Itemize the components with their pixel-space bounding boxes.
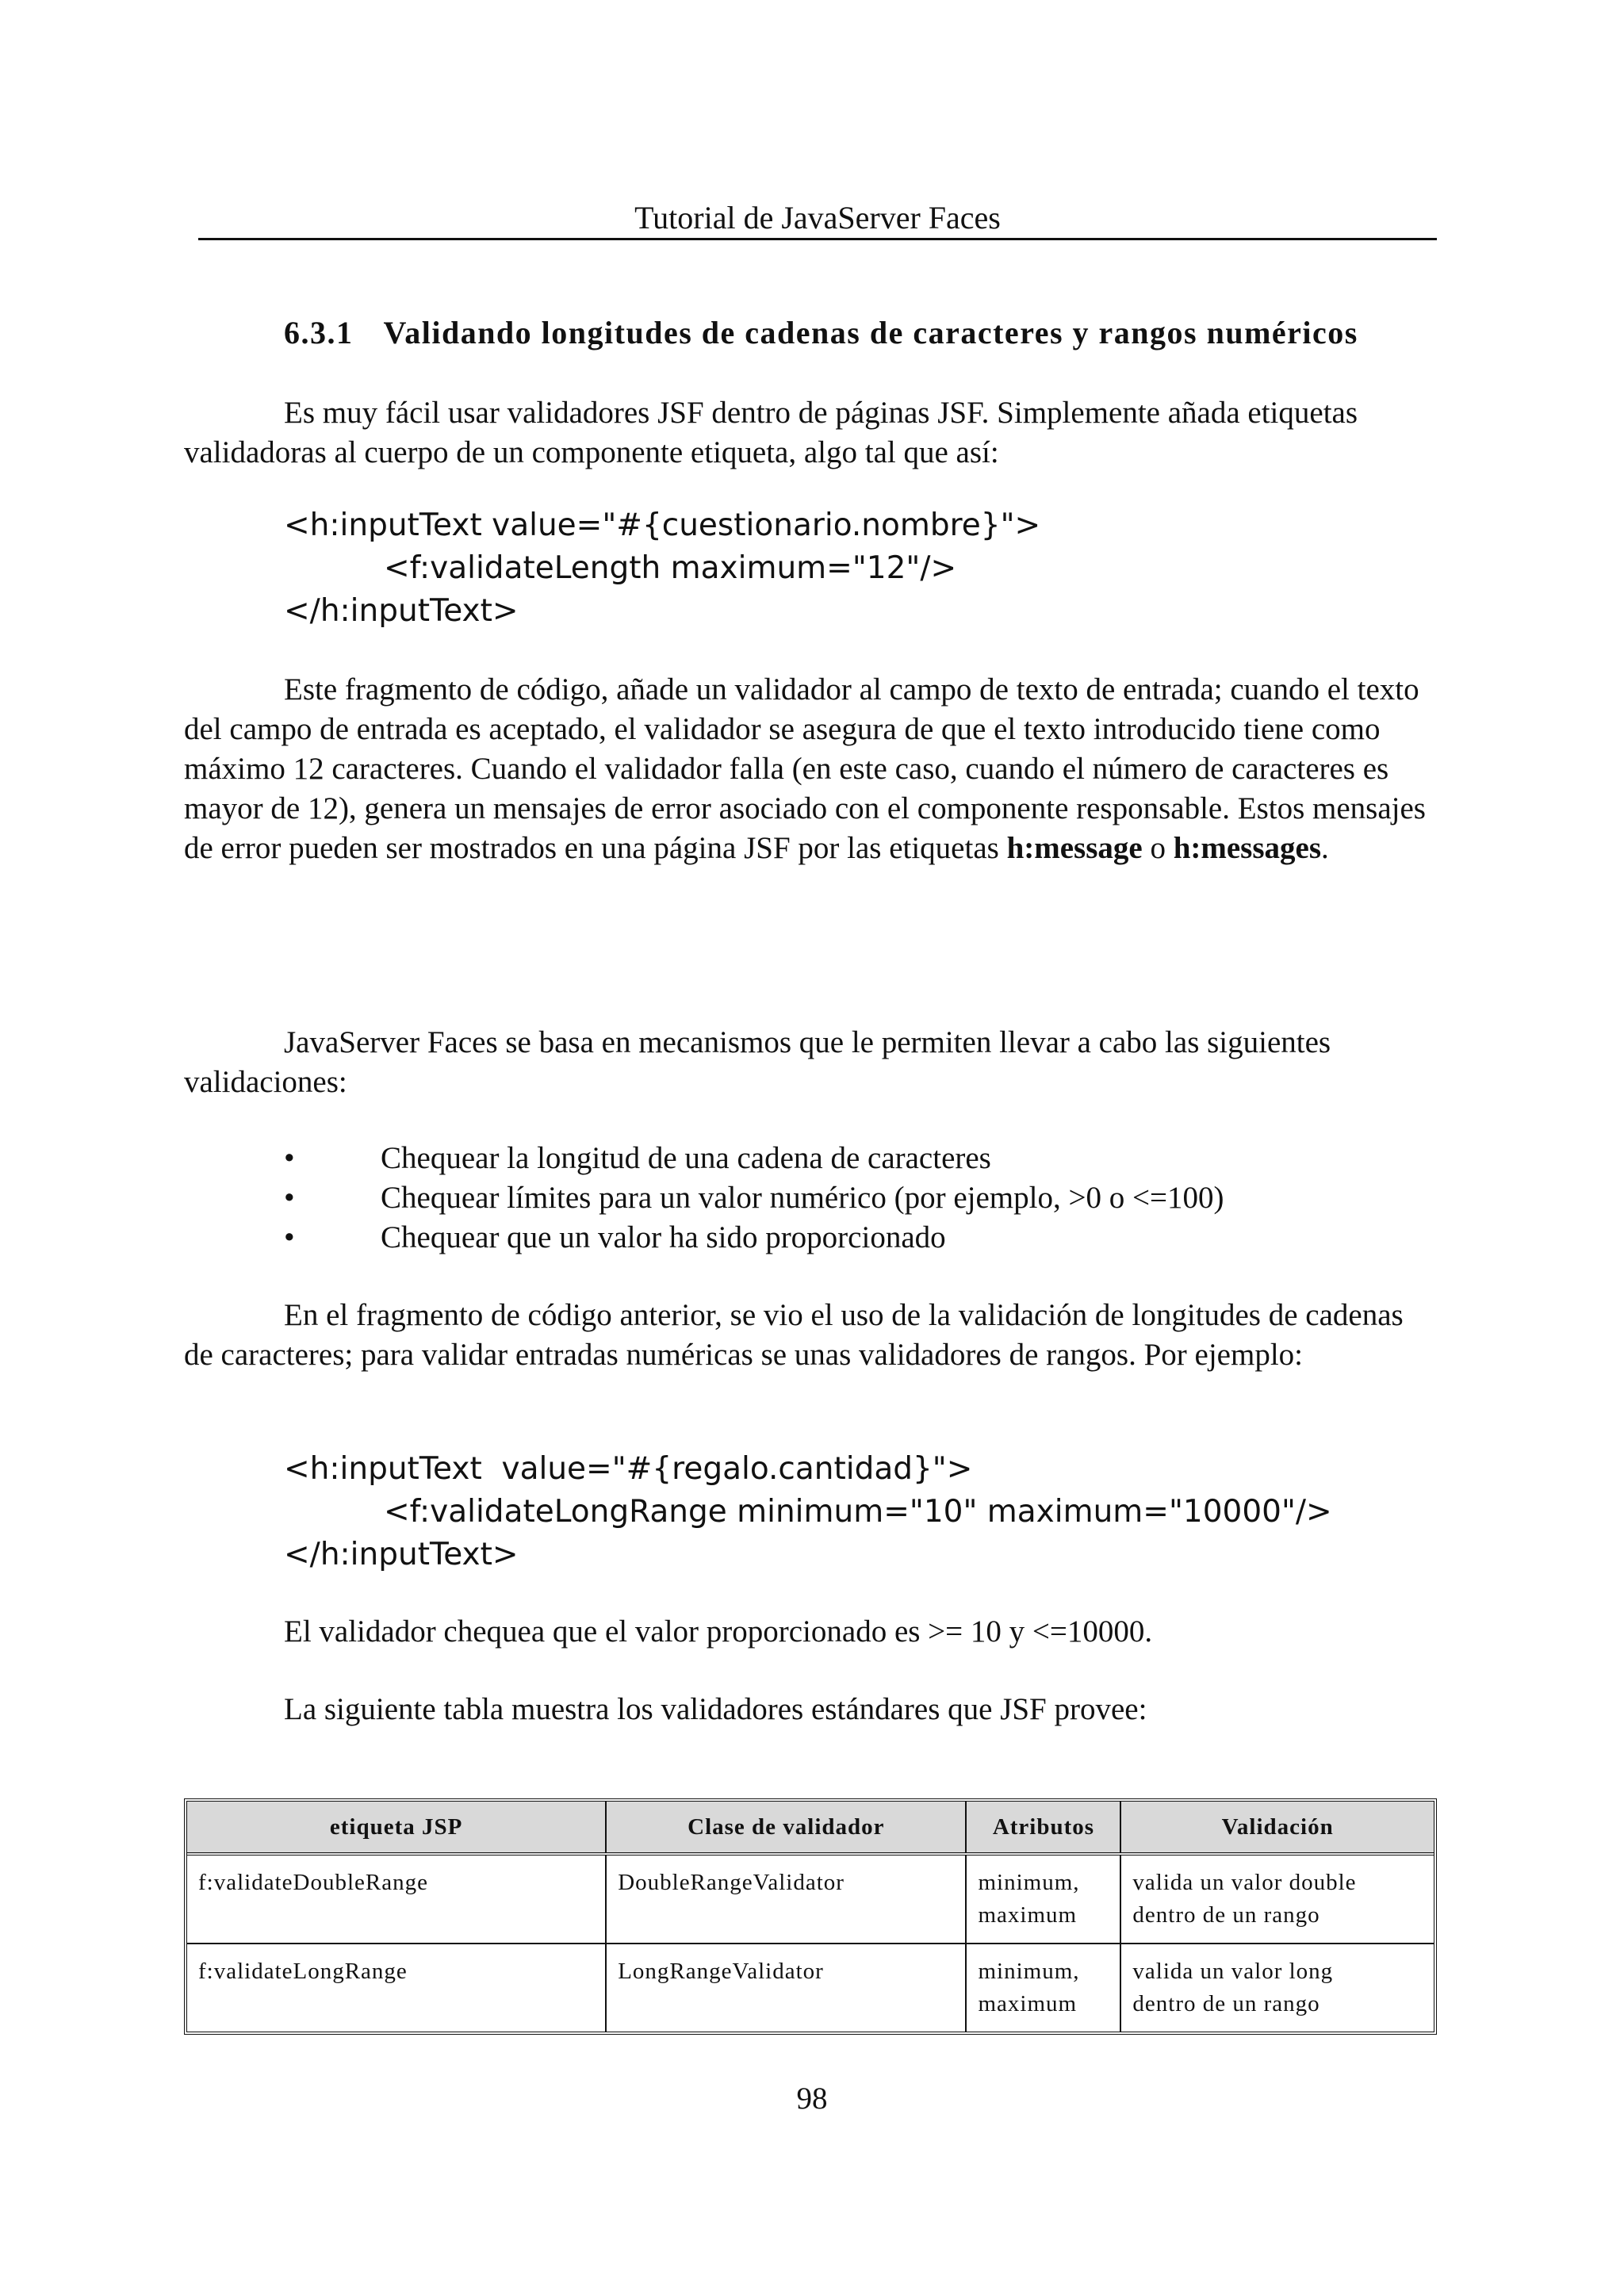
column-header-jsp-tag: etiqueta JSP [187,1802,606,1854]
list-item [284,1218,1224,1258]
code-line: <f:validateLength maximum="12"/> [384,550,957,586]
cell-validation [1120,1854,1434,1944]
page-header [198,200,1437,240]
cell-validator-class: LongRangeValidator [606,1944,966,2032]
bullet-icon: • [284,1181,295,1215]
table-intro-text: La siguiente tabla muestra los validadores estándares que JSF provee: [284,1692,1147,1726]
cell-jsp-tag: f:validateLongRange [187,1944,606,2032]
section-title: Validando longitudes de cadenas de caracteres y rangos numéricos [383,315,1358,350]
explanation-paragraph [184,670,1437,868]
intro-paragraph: Es muy fácil usar validadores JSF dentro de páginas JSF. Simplemente añada etiquetas validadoras al cuerpo de un componente etiqueta, algo tal que así: [184,396,1358,469]
mechanisms-paragraph: JavaServer Faces se basa en mecanismos que le permiten llevar a cabo las siguientes validaciones: [184,1025,1331,1099]
attribute-line: maximum [978,1991,1078,2016]
code-line: </h:inputText> [284,593,519,629]
tag-h-messages: h:messages [1173,831,1322,865]
cell-attributes [966,1854,1120,1944]
list-item [284,1139,1224,1178]
explanation-text: Este fragmento de código, añade un validador al campo de texto de entrada; cuando el texto del campo de entrada es aceptado, el validador se asegura de que el texto introducido tiene como máximo 12 caracteres. Cuando el validador falla (en este caso, cuando el número de caracteres es mayor de 12), genera un mensajes de error asociado con el componente responsable. Estos mensajes de error pueden ser mostrados en una página JSF por las etiquetas [184,672,1426,865]
table-row [187,1854,1434,1944]
attribute-line: minimum, [978,1959,1080,1984]
cell-validation [1120,1944,1434,2032]
bullet-icon: • [284,1220,295,1254]
section-heading [284,314,1358,351]
code-line: <f:validateLongRange minimum="10" maximum="10000"/> [384,1494,1332,1530]
list-item-text: Chequear límites para un valor numérico (por ejemplo, >0 o <=100) [381,1181,1224,1215]
section-number: 6.3.1 [284,315,354,350]
validation-line: valida un valor long [1132,1959,1334,1984]
list-item [284,1178,1224,1218]
period: . [1321,831,1329,865]
validation-line: valida un valor double [1132,1870,1357,1895]
range-paragraph: En el fragmento de código anterior, se vio el uso de la validación de longitudes de cadenas de caracteres; para validar entradas numéricas se unas validadores de rangos. Por ejemplo: [184,1298,1404,1372]
table-row [187,1944,1434,2032]
table-header-row [187,1802,1434,1854]
code-block-long-range [284,1448,1332,1576]
page-number: 98 [796,2081,828,2116]
connector-text: o [1150,831,1166,865]
cell-attributes [966,1944,1120,2032]
validation-line: dentro de un rango [1132,1902,1320,1928]
list-item-text: Chequear la longitud de una cadena de caracteres [381,1141,991,1175]
bullet-icon: • [284,1141,295,1175]
code-line: <h:inputText value="#{cuestionario.nombre}"> [284,507,1041,543]
cell-validator-class: DoubleRangeValidator [606,1854,966,1944]
column-header-attributes: Atributos [966,1802,1120,1854]
column-header-validation: Validación [1120,1802,1434,1854]
cell-jsp-tag: f:validateDoubleRange [187,1854,606,1944]
validators-table [184,1798,1437,2035]
validator-check-text: El validador chequea que el valor proporcionado es >= 10 y <=10000. [284,1614,1153,1649]
code-line: </h:inputText> [284,1537,519,1572]
attribute-line: minimum, [978,1870,1080,1895]
list-item-text: Chequear que un valor ha sido proporcionado [381,1220,946,1254]
code-line: <h:inputText value="#{regalo.cantidad}"> [284,1451,973,1487]
tag-h-message: h:message [1006,831,1143,865]
column-header-validator-class: Clase de validador [606,1802,966,1854]
validation-line: dentro de un rango [1132,1991,1320,2016]
attribute-line: maximum [978,1902,1078,1928]
code-block-input-length [284,504,1040,633]
running-title: Tutorial de JavaServer Faces [634,200,1001,236]
validation-list [284,1139,1224,1258]
